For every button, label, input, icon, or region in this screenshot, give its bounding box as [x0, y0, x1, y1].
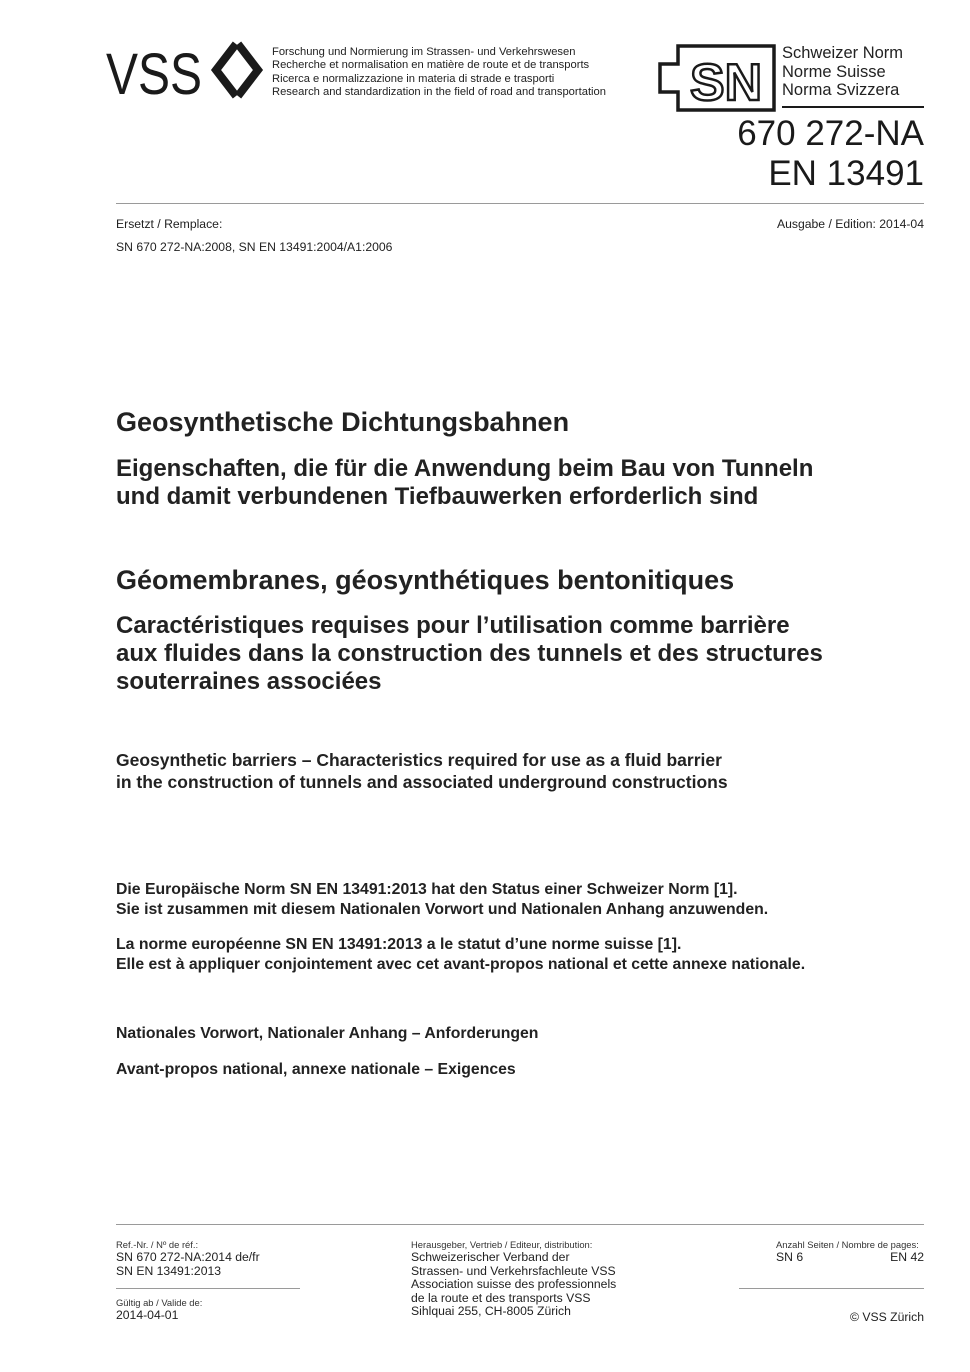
- vss-tagline-fr: Recherche et normalisation en matière de route et de transports: [272, 59, 590, 72]
- vss-tagline-de: Forschung und Normierung im Strassen- und Verkehrswesen: [272, 46, 576, 58]
- annex-de: Nationales Vorwort, Nationaler Anhang – Anforderungen: [116, 1025, 539, 1042]
- vss-tagline-it: Ricerca e normalizzazione in materia di strade e trasporti: [272, 72, 555, 85]
- footer-publisher: [411, 1239, 616, 1319]
- ref-value: SN 670 272-NA:2014 de/fr: [116, 1250, 260, 1264]
- vss-tagline: [272, 46, 606, 100]
- title-en-line: Geosynthetic barriers – Characteristics required for use as a fluid barrier: [116, 750, 722, 770]
- title-en: [116, 749, 728, 793]
- valid-label: Gültig ab / Valide de:: [116, 1297, 203, 1308]
- replaces-value: SN 670 272-NA:2008, SN EN 13491:2004/A1:2006: [116, 240, 393, 254]
- sn-logo-cross-icon: [656, 44, 780, 114]
- vss-tagline-en: Research and standardization in the field of road and transportation: [272, 86, 606, 99]
- title-de: Geosynthetische Dichtungsbahnen: [116, 407, 570, 437]
- pages-sn: SN 6: [776, 1250, 804, 1264]
- status-fr-line: La norme européenne SN EN 13491:2013 a le statut d’une norme suisse [1].: [116, 936, 682, 953]
- status-fr-line: Elle est à appliquer conjointement avec cet avant-propos national et cette annexe nationale.: [116, 956, 806, 973]
- vss-logo-mark: [106, 40, 266, 102]
- pages-label: Anzahl Seiten / Nombre de pages:: [776, 1239, 919, 1250]
- sn-norm-names: [782, 44, 903, 100]
- subtitle-de: [116, 455, 813, 511]
- publisher-label: Herausgeber, Vertrieb / Editeur, distribution:: [411, 1239, 593, 1250]
- status-de-line: Sie ist zusammen mit diesem Nationalen Vorwort und Nationalen Anhang anzuwenden.: [116, 901, 769, 918]
- ref-label: Ref.-Nr. / Nº de réf.:: [116, 1239, 199, 1250]
- sn-logo: [656, 44, 780, 114]
- sn-underline: [782, 106, 924, 108]
- subtitle-de-line: und damit verbundenen Tiefbauwerken erforderlich sind: [116, 483, 759, 510]
- vss-logo: [106, 40, 266, 102]
- sn-norm-fr: Norme Suisse: [782, 62, 886, 81]
- footer-divider: [116, 1224, 924, 1225]
- header-divider: [116, 203, 924, 204]
- replaces-label: Ersetzt / Remplace:: [116, 217, 223, 231]
- subtitle-fr-line: Caractéristiques requises pour l’utilisation comme barrière: [116, 612, 790, 639]
- edition: Ausgabe / Edition: 2014-04: [776, 217, 924, 231]
- subtitle-fr-line: souterraines associées: [116, 668, 382, 695]
- valid-value: 2014-04-01: [116, 1308, 179, 1322]
- en-number: EN 13491: [768, 154, 924, 193]
- pages-en: EN 42: [890, 1250, 924, 1264]
- annex-fr: Avant-propos national, annexe nationale – Exigences: [116, 1061, 516, 1078]
- status-de-line: Die Europäische Norm SN EN 13491:2013 hat den Status einer Schweizer Norm [1].: [116, 881, 738, 898]
- standard-number: 670 272-NA: [737, 114, 924, 153]
- subtitle-de-line: Eigenschaften, die für die Anwendung beim Bau von Tunneln: [116, 455, 814, 482]
- ref-value: SN EN 13491:2013: [116, 1263, 222, 1278]
- vss-logo-letters: VSS: [106, 42, 202, 102]
- publisher-line: Association suisse des professionnels: [411, 1277, 617, 1292]
- status-de: [116, 880, 768, 920]
- publisher-line: Schweizerischer Verband der: [411, 1250, 570, 1264]
- subtitle-fr: [116, 612, 823, 696]
- publisher-line: Sihlquai 255, CH-8005 Zürich: [411, 1304, 571, 1319]
- footer-ref-divider: [116, 1288, 300, 1289]
- subtitle-fr-line: aux fluides dans la construction des tunnels et des structures: [116, 640, 823, 667]
- title-en-line: in the construction of tunnels and associated underground constructions: [116, 772, 728, 792]
- publisher-line: Strassen- und Verkehrsfachleute VSS: [411, 1263, 616, 1278]
- publisher-line: de la route et des transports VSS: [411, 1290, 591, 1305]
- footer-pages: [776, 1239, 924, 1265]
- footer-ref: [116, 1239, 260, 1278]
- status-fr: [116, 935, 805, 975]
- footer-pages-divider: [739, 1288, 924, 1289]
- sn-norm-it: Norma Svizzera: [782, 81, 900, 99]
- title-fr: Géomembranes, géosynthétiques bentonitiques: [116, 565, 735, 595]
- copyright: © VSS Zürich: [850, 1310, 924, 1324]
- sn-logo-letters: SN: [690, 54, 762, 112]
- sn-norm-de: Schweizer Norm: [782, 44, 904, 62]
- standard-number-block: [737, 114, 924, 194]
- footer-valid: [116, 1297, 202, 1323]
